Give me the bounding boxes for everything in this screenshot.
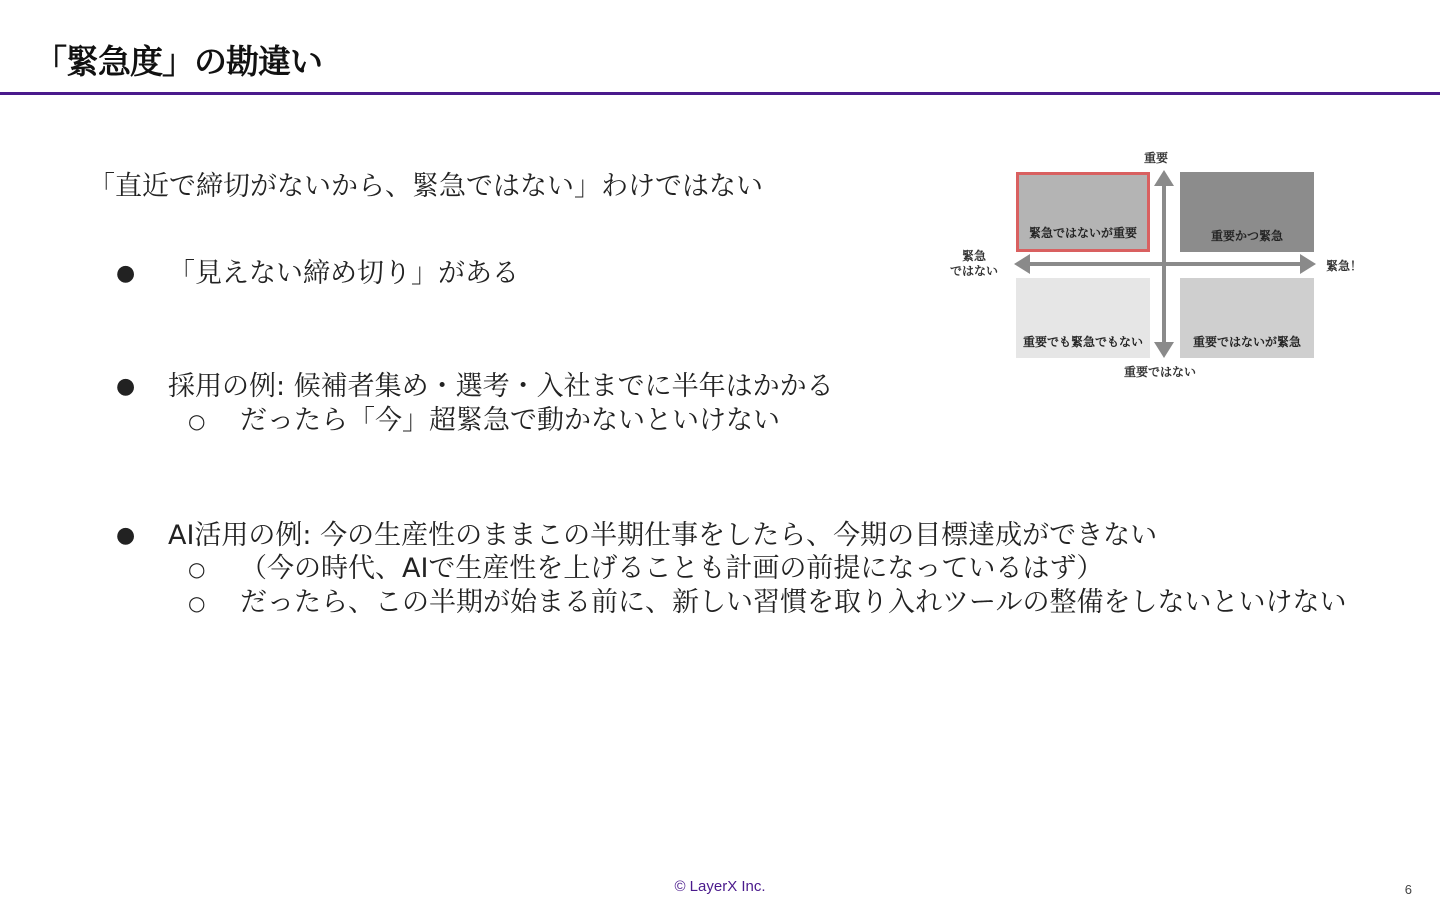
bullet-marker: ●: [116, 374, 136, 399]
quadrant-label: 重要ではないが緊急: [1192, 335, 1301, 349]
arrow-down-icon: [1154, 342, 1174, 358]
title-divider: [0, 92, 1440, 95]
arrow-left-icon: [1014, 254, 1030, 274]
matrix-axes: [940, 142, 1380, 390]
quadrant-label: 緊急ではないが重要: [1028, 226, 1137, 240]
page-number: 6: [1404, 882, 1412, 897]
axis-label-not-important: 重要ではない: [1124, 365, 1197, 379]
priority-matrix: [940, 142, 1380, 390]
bullet-marker: ●: [116, 261, 136, 286]
sub-bullet-marker: ○: [188, 409, 206, 433]
quadrant-label: 重要かつ緊急: [1210, 229, 1283, 243]
arrow-up-icon: [1154, 170, 1174, 186]
sub-bullet-marker: ○: [188, 557, 206, 581]
axis-label-not-urgent: [950, 249, 998, 279]
sub-bullet-marker: ○: [188, 591, 206, 615]
axis-label-line: ではない: [950, 264, 999, 278]
arrow-right-icon: [1300, 254, 1316, 274]
quadrant-label: 重要でも緊急でもない: [1022, 335, 1143, 349]
axis-label-important: 重要: [1144, 151, 1169, 165]
lead-statement: 「直近で締切がないから、緊急ではない」わけではない: [88, 171, 763, 202]
bullet-text: 「見えない締め切り」がある: [168, 258, 519, 289]
footer-copyright: © LayerX Inc.: [674, 878, 766, 895]
sub-bullet-text: だったら、この半期が始まる前に、新しい習慣を取り入れツールの整備をしないといけない: [240, 587, 1347, 618]
sub-bullet-text: （今の時代、AIで生産性を上げることも計画の前提になっているはず）: [240, 553, 1104, 584]
bullet-text: 採用の例: 候補者集め・選考・入社までに半年はかかる: [168, 371, 834, 402]
page-title: 「緊急度」の勘違い: [34, 42, 322, 81]
bullet-text: AI活用の例: 今の生産性のままこの半期仕事をしたら、今期の目標達成ができない: [168, 520, 1158, 551]
axis-label-urgent: 緊急！: [1326, 259, 1363, 273]
axis-label-line: 緊急: [962, 249, 987, 263]
sub-bullet-text: だったら「今」超緊急で動かないといけない: [240, 405, 780, 436]
bullet-marker: ●: [116, 523, 136, 548]
